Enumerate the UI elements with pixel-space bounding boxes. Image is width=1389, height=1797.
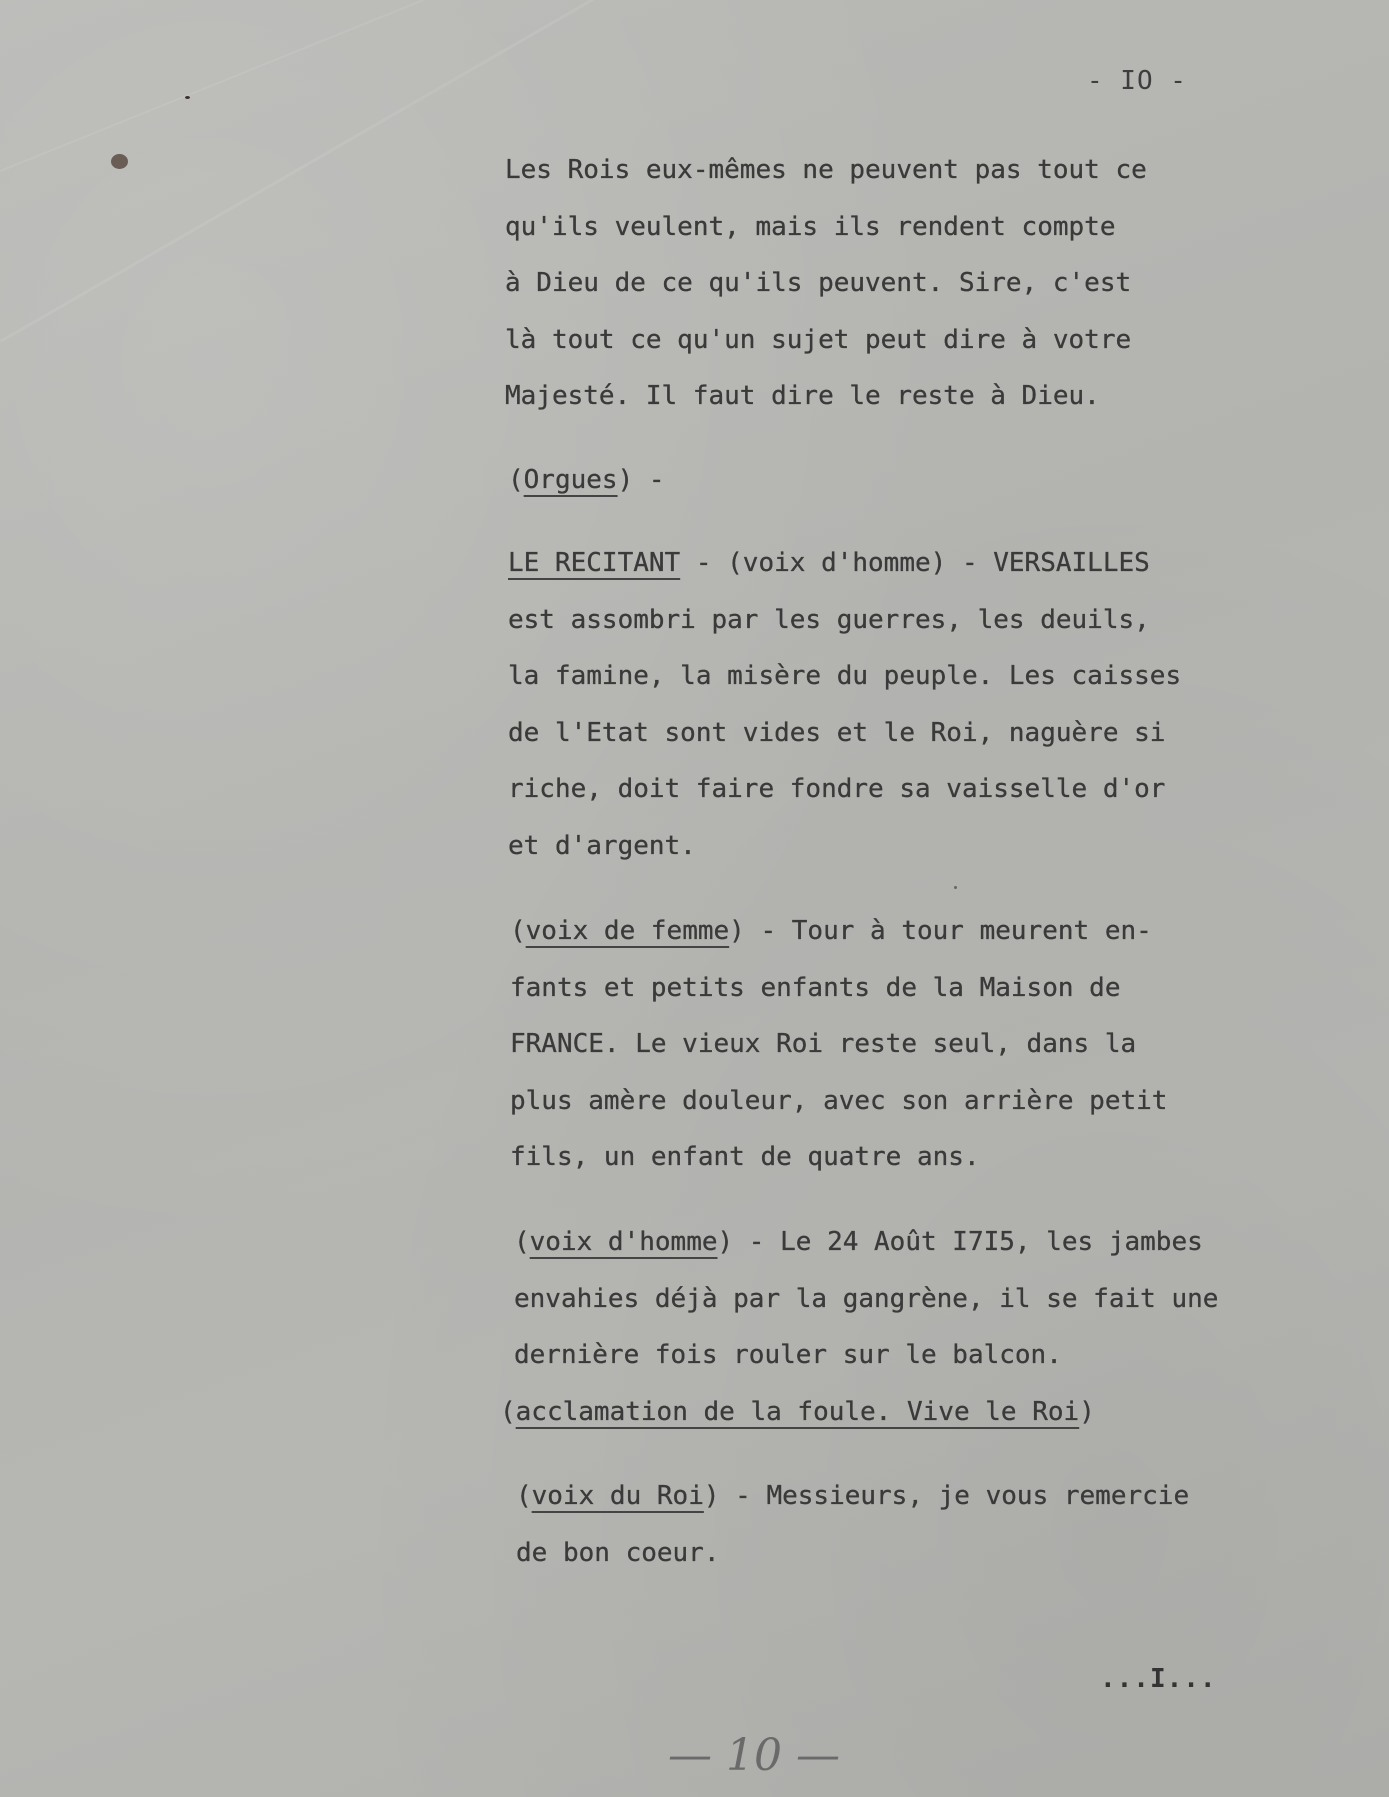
paper-crease	[0, 0, 464, 172]
cue-underlined: voix du Roi	[531, 1481, 704, 1511]
paren-close: )	[1079, 1397, 1095, 1427]
cue-underlined: Orgues	[523, 465, 618, 495]
text-line: FRANCE. Le vieux Roi reste seul, dans la	[510, 1029, 1137, 1059]
text-line: riche, doit faire fondre sa vaisselle d'or	[508, 774, 1166, 804]
paren-open: (	[516, 1481, 532, 1511]
text-line	[508, 535, 1181, 592]
text-line: plus amère douleur, avec son arrière petit	[510, 1085, 1168, 1116]
text-line: là tout ce qu'un sujet peut dire à votre	[505, 324, 1132, 355]
paragraph-voix-d-homme	[514, 1214, 1218, 1384]
text-line: envahies déjà par la gangrène, il se fait une	[514, 1283, 1219, 1314]
text-line: à Dieu de ce qu'ils peuvent. Sire, c'est	[505, 268, 1132, 298]
paren-open: (	[510, 916, 526, 946]
typed-page-number: - IO -	[1087, 66, 1187, 96]
text-line: la famine, la misère du peuple. Les caisses	[508, 661, 1182, 691]
text-line	[516, 1468, 1189, 1525]
stage-direction-orgues	[508, 452, 665, 509]
text-line: fils, un enfant de quatre ans.	[510, 1142, 980, 1172]
text-line: Majesté. Il faut dire le reste à Dieu.	[505, 381, 1100, 411]
text-line	[514, 1214, 1218, 1271]
text-line: de bon coeur.	[516, 1537, 720, 1568]
line-rest: ) - Tour à tour meurent en-	[729, 916, 1152, 946]
text-line	[500, 1384, 1095, 1441]
cue-underlined: acclamation de la foule. Vive le Roi	[515, 1397, 1080, 1427]
text-line: dernière fois rouler sur le balcon.	[514, 1340, 1062, 1370]
ink-stain	[111, 154, 128, 169]
ink-dot	[954, 886, 957, 889]
paragraph-recitant	[508, 535, 1181, 874]
stage-direction-acclamation	[500, 1384, 1095, 1441]
cue-tail: ) -	[617, 465, 665, 495]
paragraph-voix-du-roi	[516, 1468, 1189, 1581]
text-line: et d'argent.	[508, 830, 696, 861]
paragraph-voix-de-femme	[510, 903, 1167, 1186]
continuation-mark: ...I...	[1100, 1664, 1217, 1694]
text-line: qu'ils veulent, mais ils rendent compte	[505, 211, 1116, 242]
text-line: est assombri par les guerres, les deuils,	[508, 604, 1150, 635]
text-line: de l'Etat sont vides et le Roi, naguère si	[508, 717, 1166, 748]
cue-underlined: voix de femme	[525, 916, 730, 946]
speaker-underlined: LE RECITANT	[508, 548, 681, 578]
paren-open: (	[500, 1397, 516, 1427]
handwritten-page-number: — 10 —	[668, 1730, 840, 1781]
paragraph-kings	[505, 142, 1147, 425]
paren-open: (	[514, 1227, 530, 1257]
line-rest: ) - Messieurs, je vous remercie	[703, 1481, 1190, 1511]
line-rest: - (voix d'homme) - VERSAILLES	[680, 548, 1150, 578]
text-line: Les Rois eux-mêmes ne peuvent pas tout ce	[505, 155, 1147, 185]
text-line	[508, 452, 665, 509]
paren-open: (	[508, 465, 524, 495]
line-rest: ) - Le 24 Août I7I5, les jambes	[717, 1227, 1203, 1257]
cue-underlined: voix d'homme	[529, 1227, 718, 1257]
text-line: fants et petits enfants de la Maison de	[510, 972, 1121, 1003]
ink-mark	[185, 96, 190, 99]
text-line	[510, 903, 1167, 960]
